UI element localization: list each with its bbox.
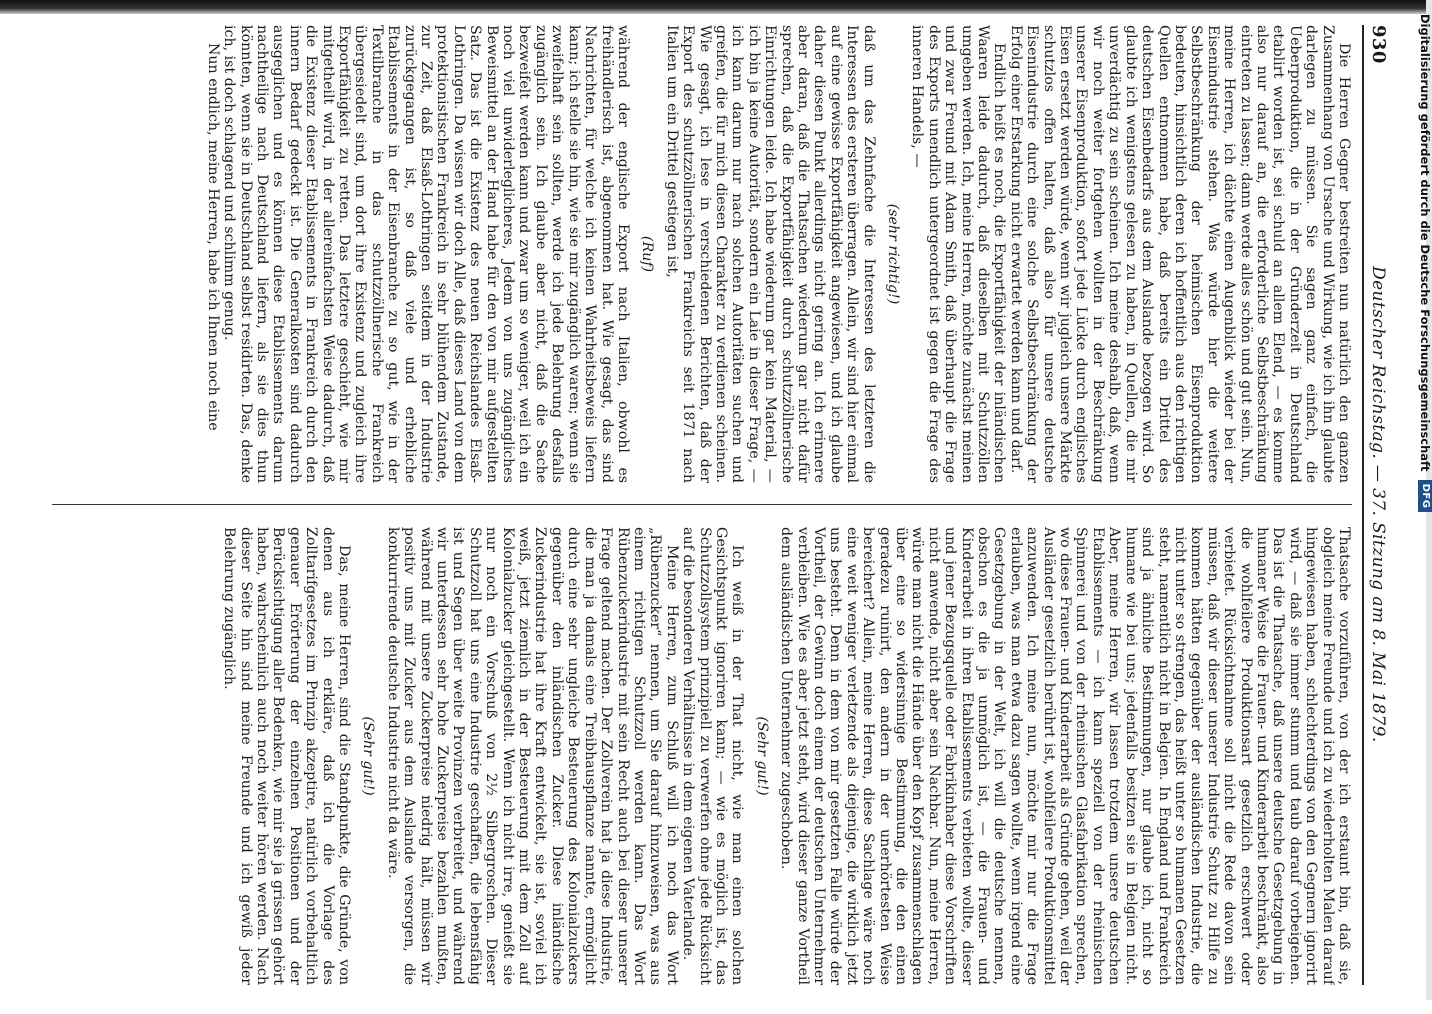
- page-header: [1362, 25, 1396, 985]
- dfg-logo: DFG: [1418, 480, 1432, 513]
- right-column: [52, 515, 1352, 985]
- paragraph: Endlich heißt es noch, die Exportfähigkeit der inländischen Waaren leide dadurch, daß dieselben mit Schutzzöllen umgeben werden. Ich, meine Herren, möchte zunächst meinen und zwar Freund mit Adam Smith, daß überhaupt die Frage des Exports unendlich untergeordnet ist gegen die Frage des inneren Handels, —: [909, 25, 1007, 483]
- paragraph: Meine Herren, zum Schluß will ich noch das Wort „Rübenzucker“ nennen, um Sie darauf hinzuweisen, was aus einem richtigen Schutzzoll werden kann. Das Wort Rübenzuckerindustrie mit sein Recht auch bei dieser unserer Frage geltend machen. Der Zollverein hat ja diese Industrie, die man ja damals eine Treibhauspflanze nannte, ermöglicht durch eine sehr ungleiche Besteuerung des Kolonialzuckers gegenüber den inländischen Zucker. Diese inländische Zuckerindustrie hat ihre Kraft entwickelt, sie ist, soviel ich weiß, jetzt ziemlich in der Besteuerung mit dem Zoll auf Kolonialzucker gleichgestellt. Wenn ich nicht irre, genießt sie nur noch ein Vorschuß von 2½ Silbergroschen. Dieser Schutzzoll hat uns eine Industrie geschaffen, die lebensfähig ist und Segen über weite Provinzen verbreitet, und während wir unterdessen sehr hohe Zuckerpreise bezahlen mußten, während mit unsere Zuckerpreise niedrig hält, müssen wir positiv uns mit Zucker aus dem Auslande versorgen, die konkurrirende deutsche Industrie nicht da wäre.: [384, 527, 679, 985]
- interjection: (sehr richtig!): [885, 25, 901, 483]
- interjection: (Ruf): [639, 25, 655, 483]
- paragraph: Nun endlich, meine Herren, habe ich Ihnen noch eine: [204, 25, 220, 483]
- paragraph: Ich weiß in der That nicht, wie man einen solchen Gesichtspunkt ignoriren kann; — wie es möglich ist, das Schutzzollsystem prinzipiell zu verwerfen ohne jede Rücksicht auf die besonderen Verhältnisse in dem eigenen Vaterlande.: [680, 527, 746, 985]
- interjection: (Sehr gut!): [360, 527, 376, 985]
- paragraph: während der englische Export nach Italien, obwohl es freihändlerisch ist, abgenommen hat. Wie gesagt, das sind Nachrichten, für welche ich keinen Wahrheitsbeweis liefern kann; ich stelle sie hin, wie sie mir zugänglich waren; wenn sie zweifelhaft sein sollten, werde ich jede Belehrung desfalls zugänglich sein. Ich glaube aber nicht, daß die Sache bezweifelt werden kann und zwar um so weniger, weil ich ein noch viel unwiderleglicheres, Jedem von uns zugängliches Beweismittel an der Hand habe für den von mir aufgestellten Satz. Das ist die Existenz des neuen Reichslandes Elsaß-Lothringen. Da wissen wir doch Alle, daß dieses Land von dem protektionistischen Frankreich in sehr blühendem Zustande, zur Zeit, daß Elsaß-Lothringen seitdem in der Industrie zurückgegangen ist, so daß viele und erhebliche Etablissements in der Eisenbranche zu so gut, wie in der Textilbranche in das schutzzöllnerische Frankreich übergesiedelt sind, um dort ihre Existenz und zugleich ihre Exportfähigkeit zu retten. Das letztere geschieht, wie mir mitgetheilt wird, in der allereinfachsten Weise dadurch, daß die Existenz dieser Etablissements in Frankreich durch den innern Bedarf gedeckt ist. Die Generalkosten sind dadurch ausgeglichen und es können diese Etablissements darum nachtheilige nach Deutschland liefern, als sie dies thun könnten, wenn sie in Deutschland selbst residirten. Das, denke ich, ist doch schlagend und schlimm genug.: [221, 25, 631, 483]
- left-column: [52, 25, 1352, 495]
- column-divider: [52, 495, 1352, 515]
- paragraph: Thatsache vorzuführen, von der ich erstaunt bin, daß sie, obgleich meine Freunde und ich zu wiederholten Malen darauf hingewiesen haben, schlechterdings von den Gegnern ignorirt wird, — daß sie immer stumm und taub darauf vorbeigehen. Das ist die Thatsache, daß unsere deutsche Gesetzgebung in humaner Weise die Frauen- und Kinderarbeit beschränkt, also die wohlfeilere Produktionsart gesetzlich erschwert oder verbietet. Rücksichtnahme soll nicht die Rede davon sein müssen, daß wir dieser unserer Industrie Schutz zu Hilfe zu kommen hätten gegenüber der ausländischen Industrie, die nicht unter so strengen, das heißt unter so humanen Gesetzen steht, namentlich nicht in Belgien. In England und Frankreich sind ja ähnliche Bestimmungen, nur glaube ich, nicht so humane wie bei uns; jedenfalls besitzen sie in Belgien nicht. Aber, meine Herren, wir lassen trotzdem unsere deutschen Etablissements — ich kann speziell von der rheinischen Spinnerei und von der rheinischen Glasfabrikation sprechen, wo diese Frauen- und Kinderarbeit als Gründe gehen, weil der Ausländer gesetzlich berührt ist, wohlfeilere Produktionsmittel anzuwenden. Ich meine nun, möchte mir nur die Frage erlauben, was man etwa dazu sagen wollte, wenn irgend eine Gesetzgebung in der Welt, ich will die deutsche nennen, obschon es die ja unmöglich ist, — die Frauen- und Kinderarbeit in ihren Etablissements verbieten wollte, dieser und jener Bezugsquelle oder Fabrikinhaber diese Vorschriften nicht anwende, nicht aber sein Nachbar. Nun, meine Herren, würde man nicht die Hände über den Kopf zusammenschlagen über eine so widersinnige Bestimmung, die den einen geradezu ruinirt, den andern in der unerhörtesten Weise bereichert? Allein, meine Herren, diese Sachlage wäre noch eine weit weniger verletzende als diejenige, die wirklich jetzt uns besteht. Denn in dem von mir gesetzten Falle würde der Vortheil, der Gewinn doch einem der deutschen Unternehmer verbleiben. Wie es aber jetzt steht, wird dieser ganze Vortheil dem ausländischen Unternehmer zugeschoben.: [778, 527, 1352, 985]
- page-number: 930: [1368, 25, 1389, 64]
- paragraph: Das, meine Herren, sind die Standpunkte, die Gründe, von denen aus ich erkläre, daß ich die Vorlage des Zolltarifgesetzes im Prinzip akzeptire, natürlich vorbehaltlich genauer Erörterung der einzelnen Positionen und der Berücksichtigung aller Bedenken, wie mir sie ja grissen gehört haben, wahrscheinlich auch noch weiter hören werden. Nach dieser Seite hin sind meine Freunde und ich gewiß jeder Belehrung zugänglich.: [221, 527, 352, 985]
- interjection: (Sehr gut!): [753, 527, 769, 985]
- text-columns: [52, 25, 1352, 985]
- document-page: [36, 25, 1396, 985]
- credit-text: Digitalisierung gefördert durch die Deutsche Forschungsgemeinschaft: [1419, 14, 1432, 472]
- paragraph: daß um das Zehnfache die Interessen des letzteren die Interessen des ersteren überragen. Allein, wir sind hier einmal auf eine gewisse Exportfähigkeit angewiesen, und ich glaube daher diesen Punkt allerdings nicht gering an. Ich erinnere aber daran, daß die Thatsachen wiederum gar nicht dafür sprechen, daß die Exportfähigkeit durch schutzzöllnerische Einrichtungen leide. Ich habe wiederum gar kein Material, — ich bin ja keine Autorität, sondern ein Laie in dieser Frage, — ich kann darum nur nach solchen Autoritäten suchen und greifen, die für mich diesen Charakter zu verdienen scheinen. Wie gesagt, ich lese in verschiedenen Berichten, daß der Export des schutzzöllnerischen Frankreichs seit 1871 nach Italien um ein Drittel gestiegen ist,: [663, 25, 876, 483]
- digitization-credit: [1418, 14, 1432, 1014]
- scan-border: [0, 0, 1432, 14]
- running-title: Deutscher Reichstag. — 37. Sitzung am 8. Mai 1879.: [1368, 266, 1388, 743]
- paragraph: Die Herren Gegner bestreiten nun natürlich den ganzen Zusammenhang von Ursache und Wirkung, wie ich ihn glaubte darlegen zu müssen. Sie sagen ganz einfach, die Ueberproduktion, die in der Gründerzeit in Deutschland etablirt worden ist, sei schuld an allem Elend, — es komme also nur darauf an, die erforderliche Selbstbeschränkung eintreten zu lassen; dann werde alles schön und gut sein. Nun, meine Herren, ich dächte einen Augenblick wieder bei der Eisenindustrie stehen. Was würde hier die weitere Selbstbeschränkung der heimischen Eisenproduktion bedeuten, hinsichtlich deren ich hoffentlich aus den richtigen Quellen entnommen habe, daß bereits ein Drittel des deutschen Eisenbedarfs aus dem Auslande bezogen wird. So glaubte ich wenigstens gelesen zu haben, in Quellen, die mir unverdächtig zu sein scheinen. Ich meine deshalb, daß, wenn wir noch weiter fortgehen wollten in der Beschränkung unserer Eisenproduktion, sofort jede Lücke durch englisches Eisen ersetzt werden würde, wenn wir jugleich unsere Märkte schutzlos offen halten, daß also für unsere deutsche Eisenindustrie durch eine solche Selbstbeschränkung der Erfolg einer Erstarkung nicht erwartet werden kann und darf.: [1007, 25, 1352, 483]
